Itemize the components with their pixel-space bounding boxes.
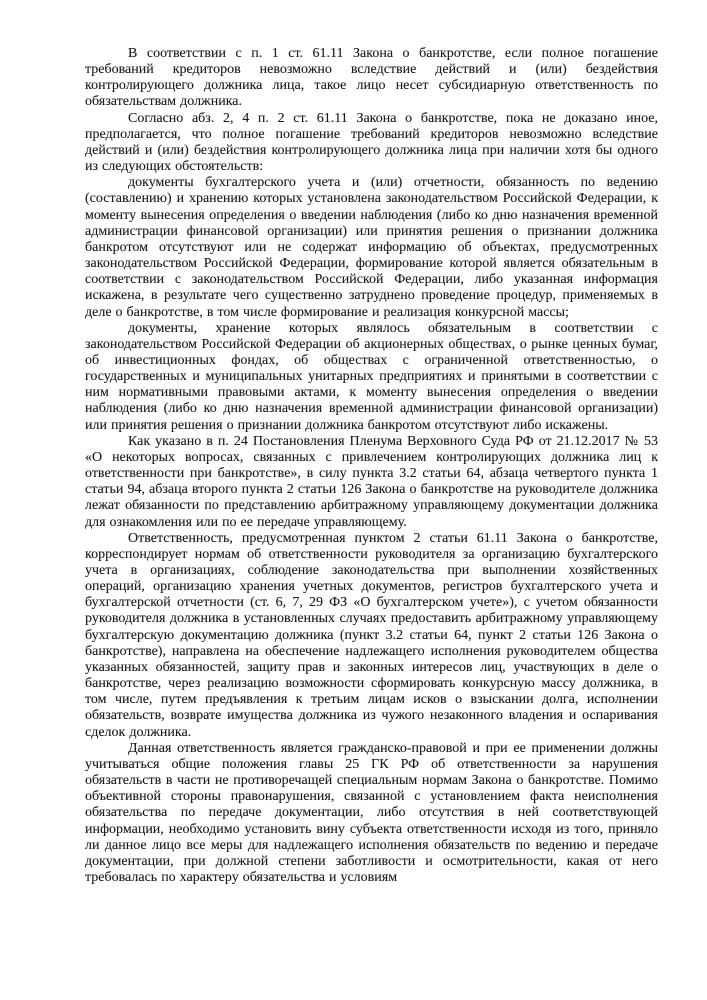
paragraph-4: документы, хранение которых являлось обязательным в соответствии с законодательством Российской Федерации об акционерных обществах, о рынке ценных бумаг, об инвестиционных фондах, об обществах с ограниченной ответственностью, о государственных и муниципальных унитарных предприятиях и принятыми в соответствии с ним нормативными правовыми актами, к моменту вынесения определения о введении наблюдения (либо ко дню назначения временной администрации финансовой организации) или принятия решения о признании должника банкротом отсутствуют либо искажены.: [85, 320, 658, 433]
paragraph-7: Данная ответственность является гражданско-правовой и при ее применении должны учитываться общие положения главы 25 ГК РФ об ответственности за нарушения обязательств в части не противоречащей специальным нормам Закона о банкротстве. Помимо объективной стороны правонарушения, связанной с установлением факта неисполнения обязательства по передаче документации, либо отсутствия в ней соответствующей информации, необходимо установить вину субъекта ответственности исходя из того, приняло ли данное лицо все меры для надлежащего исполнения обязательств по ведению и передаче документации, при должной степени заботливости и осмотрительности, какая от него требовалась по характеру обязательства и условиям: [85, 740, 658, 885]
paragraph-6: Ответственность, предусмотренная пунктом 2 статьи 61.11 Закона о банкротстве, корреспондирует нормам об ответственности руководителя за организацию бухгалтерского учета в организациях, соблюдение законодательства при выполнении хозяйственных операций, организацию хранения учетных документов, регистров бухгалтерского учета и бухгалтерской отчетности (ст. 6, 7, 29 ФЗ «О бухгалтерском учете»), с учетом обязанности руководителя должника в установленных случаях предоставить арбитражному управляющему бухгалтерскую документацию должника (пункт 3.2 статьи 64, пункт 2 статьи 126 Закона о банкротстве), направлена на обеспечение надлежащего исполнения руководителем общества указанных обязанностей, защиту прав и законных интересов лиц, участвующих в деле о банкротстве, через реализацию возможности сформировать конкурсную массу должника, в том числе, путем предъявления к третьим лицам исков о взыскании долга, исполнении обязательств, возврате имущества должника из чужого незаконного владения и оспаривания сделок должника.: [85, 530, 658, 740]
document-body: [85, 46, 658, 886]
paragraph-3: документы бухгалтерского учета и (или) отчетности, обязанность по ведению (составлению) и хранению которых установлена законодательством Российской Федерации, к моменту вынесения определения о введении наблюдения (либо ко дню назначения временной администрации финансовой организации) или принятия решения о признании должника банкротом отсутствуют или не содержат информацию об объектах, предусмотренных законодательством Российской Федерации, формирование которой является обязательным в соответствии с законодательством Российской Федерации, либо указанная информация искажена, в результате чего существенно затруднено проведение процедур, применяемых в деле о банкротстве, в том числе формирование и реализация конкурсной массы;: [85, 175, 658, 320]
paragraph-1: В соответствии с п. 1 ст. 61.11 Закона о банкротстве, если полное погашение требований кредиторов невозможно вследствие действий и (или) бездействия контролирующего должника лица, такое лицо несет субсидиарную ответственность по обязательствам должника.: [85, 46, 658, 110]
paragraph-5: Как указано в п. 24 Постановления Пленума Верховного Суда РФ от 21.12.2017 № 53 «О некоторых вопросах, связанных с привлечением контролирующих должника лиц к ответственности при банкротстве», в силу пункта 3.2 статьи 64, абзаца четвертого пункта 1 статьи 94, абзаца второго пункта 2 статьи 126 Закона о банкротстве на руководителе должника лежат обязанности по представлению арбитражному управляющему документации должника для ознакомления или по ее передаче управляющему.: [85, 433, 658, 530]
paragraph-2: Согласно абз. 2, 4 п. 2 ст. 61.11 Закона о банкротстве, пока не доказано иное, предполагается, что полное погашение требований кредиторов невозможно вследствие действий и (или) бездействия контролирующего должника лица при наличии хотя бы одного из следующих обстоятельств:: [85, 110, 658, 175]
